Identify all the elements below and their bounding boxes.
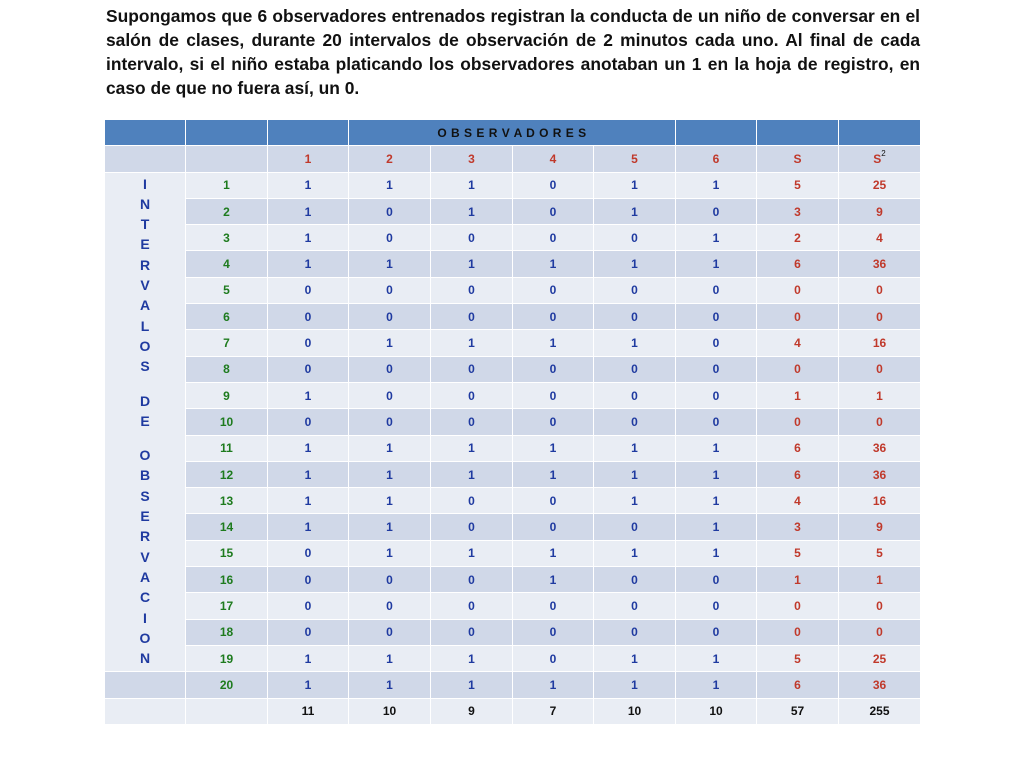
vertical-letter: V <box>140 277 150 294</box>
observation-value: 1 <box>268 435 349 461</box>
observation-value: 0 <box>513 277 594 303</box>
observation-value: 0 <box>349 593 431 619</box>
interval-number: 17 <box>186 593 268 619</box>
observation-value: 0 <box>513 304 594 330</box>
vertical-letter: B <box>139 467 151 484</box>
observation-value: 1 <box>513 672 594 698</box>
vertical-letter: I <box>143 175 147 192</box>
observation-value: 0 <box>349 382 431 408</box>
observation-value: 1 <box>268 645 349 671</box>
observation-value: 1 <box>431 198 513 224</box>
vertical-letter: R <box>139 528 151 545</box>
vertical-letter: S <box>140 358 150 375</box>
observation-value: 0 <box>594 277 676 303</box>
observation-value: 1 <box>431 330 513 356</box>
interval-number: 12 <box>186 461 268 487</box>
intro-paragraph: Supongamos que 6 observadores entrenados registran la conducta de un niño de conversar en el salón de clases, durante 20 intervalos de observación de 2 minutos cada uno. Al final de cada intervalo, si el niño estaba platicando los observadores anotaban un 1 en la hoja de registro, en caso de que no fuera así, un 0. <box>106 6 920 98</box>
vertical-letter: N <box>139 195 151 212</box>
total-value: 10 <box>594 698 676 724</box>
observation-value: 0 <box>431 514 513 540</box>
sum-value: 0 <box>757 356 839 382</box>
vertical-label-intervalos-de-observacion <box>105 174 185 669</box>
sum-value: 0 <box>757 304 839 330</box>
vertical-letter: A <box>139 297 151 314</box>
observation-value: 1 <box>349 435 431 461</box>
table-row <box>105 409 921 435</box>
observation-value: 1 <box>349 645 431 671</box>
observation-value: 1 <box>431 251 513 277</box>
table-row <box>105 172 921 198</box>
table-row <box>105 672 921 698</box>
observation-value: 0 <box>513 356 594 382</box>
total-value: 11 <box>268 698 349 724</box>
observation-value: 1 <box>676 540 757 566</box>
table-row <box>105 225 921 251</box>
vertical-letter: T <box>140 216 150 233</box>
sum-squared-value: 36 <box>839 251 921 277</box>
sum-squared-value: 16 <box>839 330 921 356</box>
table-row <box>105 435 921 461</box>
sum-value: 5 <box>757 172 839 198</box>
sum-value: 3 <box>757 198 839 224</box>
observation-value: 1 <box>594 198 676 224</box>
observation-value: 1 <box>268 225 349 251</box>
vertical-letter: E <box>140 412 150 429</box>
observation-value: 0 <box>431 225 513 251</box>
observation-value: 1 <box>268 172 349 198</box>
observation-value: 1 <box>431 461 513 487</box>
observation-value: 0 <box>268 356 349 382</box>
observation-value: 0 <box>431 409 513 435</box>
observer-1-label: 1 <box>268 146 349 172</box>
sum-squared-header <box>839 146 921 172</box>
observation-value: 1 <box>268 461 349 487</box>
observer-6-label: 6 <box>676 146 757 172</box>
table-body <box>105 120 921 725</box>
interval-number: 2 <box>186 198 268 224</box>
vertical-letter: L <box>140 317 150 334</box>
interval-number: 18 <box>186 619 268 645</box>
interval-number: 3 <box>186 225 268 251</box>
total-value: 7 <box>513 698 594 724</box>
sum-value: 0 <box>757 409 839 435</box>
observation-value: 0 <box>349 356 431 382</box>
vertical-letter: V <box>140 548 150 565</box>
sum-value: 4 <box>757 488 839 514</box>
interval-number: 5 <box>186 277 268 303</box>
observation-value: 1 <box>676 461 757 487</box>
total-value: 57 <box>757 698 839 724</box>
sum-squared-value: 0 <box>839 356 921 382</box>
vertical-letter: O <box>139 629 151 646</box>
sum-squared-value: 25 <box>839 172 921 198</box>
observation-value: 0 <box>349 277 431 303</box>
observation-value: 0 <box>431 488 513 514</box>
observation-value: 1 <box>268 672 349 698</box>
observation-value: 1 <box>594 645 676 671</box>
observation-value: 0 <box>268 409 349 435</box>
vertical-letter: D <box>139 392 151 409</box>
observation-value: 0 <box>676 356 757 382</box>
observation-value: 0 <box>594 514 676 540</box>
observation-value: 0 <box>431 567 513 593</box>
total-value: 9 <box>431 698 513 724</box>
observation-value: 0 <box>513 488 594 514</box>
table-row <box>105 540 921 566</box>
observation-value: 1 <box>513 435 594 461</box>
header-empty-cell <box>186 120 268 146</box>
vertical-letter: C <box>139 589 151 606</box>
observation-value: 1 <box>513 567 594 593</box>
sum-squared-value: 0 <box>839 619 921 645</box>
total-value: 255 <box>839 698 921 724</box>
interval-number: 16 <box>186 567 268 593</box>
header-empty-cell <box>105 120 186 146</box>
observation-value: 1 <box>431 540 513 566</box>
observation-value: 0 <box>676 277 757 303</box>
observation-value: 0 <box>349 198 431 224</box>
table-row <box>105 593 921 619</box>
observation-value: 0 <box>676 198 757 224</box>
observation-value: 1 <box>513 251 594 277</box>
table-row <box>105 304 921 330</box>
observation-value: 1 <box>349 672 431 698</box>
observation-value: 1 <box>594 172 676 198</box>
table-row <box>105 277 921 303</box>
observation-value: 0 <box>431 382 513 408</box>
sum-value: 0 <box>757 619 839 645</box>
header-title: O B S E R V A D O R E S <box>349 120 676 146</box>
observation-value: 1 <box>431 672 513 698</box>
observer-2-label: 2 <box>349 146 431 172</box>
observation-value: 1 <box>349 514 431 540</box>
observation-value: 0 <box>594 619 676 645</box>
table-row <box>105 382 921 408</box>
observation-value: 0 <box>268 567 349 593</box>
vertical-letter: A <box>139 568 151 585</box>
observation-value: 0 <box>676 409 757 435</box>
observation-value: 0 <box>268 540 349 566</box>
interval-number: 15 <box>186 540 268 566</box>
observation-value: 0 <box>676 593 757 619</box>
observation-value: 0 <box>431 304 513 330</box>
table-row <box>105 198 921 224</box>
vertical-label-cell <box>105 172 186 672</box>
observation-value: 0 <box>268 330 349 356</box>
table-row <box>105 251 921 277</box>
observation-value: 1 <box>349 461 431 487</box>
sum-value: 3 <box>757 514 839 540</box>
interval-number: 13 <box>186 488 268 514</box>
sum-squared-value: 36 <box>839 461 921 487</box>
observation-value: 1 <box>594 488 676 514</box>
sum-squared-label: S <box>873 152 882 167</box>
vertical-letter: E <box>140 508 150 525</box>
observation-value: 0 <box>513 198 594 224</box>
observation-value: 1 <box>594 330 676 356</box>
observation-value: 0 <box>676 330 757 356</box>
observation-value: 1 <box>268 514 349 540</box>
observation-value: 1 <box>676 225 757 251</box>
table-row <box>105 461 921 487</box>
observer-label-row <box>105 146 921 172</box>
header-empty-cell <box>839 120 921 146</box>
observation-value: 1 <box>349 488 431 514</box>
sum-squared-exponent: 2 <box>881 149 886 159</box>
interval-number: 14 <box>186 514 268 540</box>
observation-value: 1 <box>349 251 431 277</box>
sum-value: 6 <box>757 435 839 461</box>
observation-value: 1 <box>594 672 676 698</box>
header-empty-cell <box>676 120 757 146</box>
sum-value: 0 <box>757 277 839 303</box>
observation-value: 0 <box>594 409 676 435</box>
totals-row <box>105 698 921 724</box>
observation-value: 0 <box>513 645 594 671</box>
observation-value: 0 <box>676 567 757 593</box>
observation-value: 0 <box>513 382 594 408</box>
observer-4-label: 4 <box>513 146 594 172</box>
table-row <box>105 330 921 356</box>
observation-value: 0 <box>268 619 349 645</box>
header-empty-cell <box>757 120 839 146</box>
observation-value: 1 <box>594 540 676 566</box>
sum-value: 1 <box>757 382 839 408</box>
observation-value: 0 <box>431 356 513 382</box>
observation-value: 0 <box>268 304 349 330</box>
blank-cell <box>105 698 186 724</box>
vertical-letter: O <box>139 447 151 464</box>
observer-5-label: 5 <box>594 146 676 172</box>
sum-value: 6 <box>757 251 839 277</box>
table-row <box>105 567 921 593</box>
interval-number: 4 <box>186 251 268 277</box>
observation-value: 1 <box>349 540 431 566</box>
sum-value: 5 <box>757 645 839 671</box>
vertical-letter: R <box>139 256 151 273</box>
sum-value: 1 <box>757 567 839 593</box>
blank-cell <box>105 672 186 698</box>
table-row <box>105 514 921 540</box>
sum-value: 6 <box>757 461 839 487</box>
observation-value: 1 <box>676 172 757 198</box>
observation-value: 0 <box>431 277 513 303</box>
observation-value: 1 <box>594 251 676 277</box>
observation-value: 1 <box>268 488 349 514</box>
sum-squared-value: 25 <box>839 645 921 671</box>
sum-squared-value: 1 <box>839 382 921 408</box>
table-row <box>105 619 921 645</box>
vertical-letter: N <box>139 650 151 667</box>
observation-value: 1 <box>513 461 594 487</box>
sum-squared-value: 5 <box>839 540 921 566</box>
observation-value: 0 <box>594 567 676 593</box>
observation-value: 0 <box>349 225 431 251</box>
observation-value: 1 <box>268 382 349 408</box>
observation-value: 0 <box>349 567 431 593</box>
observation-value: 1 <box>676 672 757 698</box>
total-value: 10 <box>676 698 757 724</box>
interval-number: 11 <box>186 435 268 461</box>
observation-value: 1 <box>676 645 757 671</box>
observation-value: 0 <box>268 277 349 303</box>
sum-squared-value: 0 <box>839 304 921 330</box>
observation-value: 0 <box>513 619 594 645</box>
table-row <box>105 645 921 671</box>
observation-value: 1 <box>513 540 594 566</box>
observation-value: 1 <box>431 172 513 198</box>
interval-number: 8 <box>186 356 268 382</box>
table-row <box>105 488 921 514</box>
sum-value: 4 <box>757 330 839 356</box>
observation-value: 0 <box>676 382 757 408</box>
interval-number: 19 <box>186 645 268 671</box>
sum-header: S <box>757 146 839 172</box>
observer-3-label: 3 <box>431 146 513 172</box>
observation-value: 1 <box>676 514 757 540</box>
observation-value: 1 <box>594 435 676 461</box>
sum-squared-value: 4 <box>839 225 921 251</box>
sum-squared-value: 0 <box>839 277 921 303</box>
observation-value: 1 <box>676 488 757 514</box>
sum-squared-value: 9 <box>839 514 921 540</box>
sum-squared-value: 1 <box>839 567 921 593</box>
observation-table <box>104 119 921 725</box>
blank-cell <box>105 146 186 172</box>
sum-value: 6 <box>757 672 839 698</box>
sum-squared-value: 36 <box>839 435 921 461</box>
vertical-letter: S <box>140 487 150 504</box>
table-row <box>105 356 921 382</box>
observation-value: 0 <box>513 593 594 619</box>
observation-value: 1 <box>268 251 349 277</box>
observation-value: 0 <box>594 382 676 408</box>
observation-value: 0 <box>513 172 594 198</box>
sum-squared-value: 9 <box>839 198 921 224</box>
observation-value: 0 <box>676 619 757 645</box>
interval-number: 7 <box>186 330 268 356</box>
observation-value: 1 <box>594 461 676 487</box>
sum-value: 0 <box>757 593 839 619</box>
header-empty-cell <box>268 120 349 146</box>
observation-value: 0 <box>349 619 431 645</box>
observation-value: 0 <box>349 304 431 330</box>
observation-value: 1 <box>676 251 757 277</box>
sum-value: 2 <box>757 225 839 251</box>
observation-value: 0 <box>349 409 431 435</box>
interval-number: 1 <box>186 172 268 198</box>
observation-value: 0 <box>594 593 676 619</box>
sum-squared-value: 16 <box>839 488 921 514</box>
observation-value: 0 <box>431 593 513 619</box>
interval-number: 9 <box>186 382 268 408</box>
vertical-letter: I <box>143 609 147 626</box>
total-value: 10 <box>349 698 431 724</box>
observation-value: 0 <box>513 514 594 540</box>
observation-value: 0 <box>676 304 757 330</box>
vertical-letter: O <box>139 337 151 354</box>
observation-value: 0 <box>513 409 594 435</box>
observation-value: 0 <box>513 225 594 251</box>
sum-squared-value: 0 <box>839 593 921 619</box>
blank-cell <box>186 146 268 172</box>
observation-value: 0 <box>594 225 676 251</box>
observation-value: 1 <box>676 435 757 461</box>
sum-squared-value: 36 <box>839 672 921 698</box>
header-row <box>105 120 921 146</box>
observation-value: 1 <box>349 330 431 356</box>
observation-value: 1 <box>431 435 513 461</box>
sum-value: 5 <box>757 540 839 566</box>
interval-number: 20 <box>186 672 268 698</box>
observation-value: 1 <box>431 645 513 671</box>
vertical-letter: E <box>140 236 150 253</box>
interval-number: 10 <box>186 409 268 435</box>
sum-squared-value: 0 <box>839 409 921 435</box>
observation-value: 1 <box>513 330 594 356</box>
interval-number: 6 <box>186 304 268 330</box>
blank-cell <box>186 698 268 724</box>
observation-value: 1 <box>349 172 431 198</box>
observation-value: 1 <box>268 198 349 224</box>
observation-value: 0 <box>268 593 349 619</box>
observation-value: 0 <box>594 356 676 382</box>
observation-value: 0 <box>594 304 676 330</box>
observation-value: 0 <box>431 619 513 645</box>
